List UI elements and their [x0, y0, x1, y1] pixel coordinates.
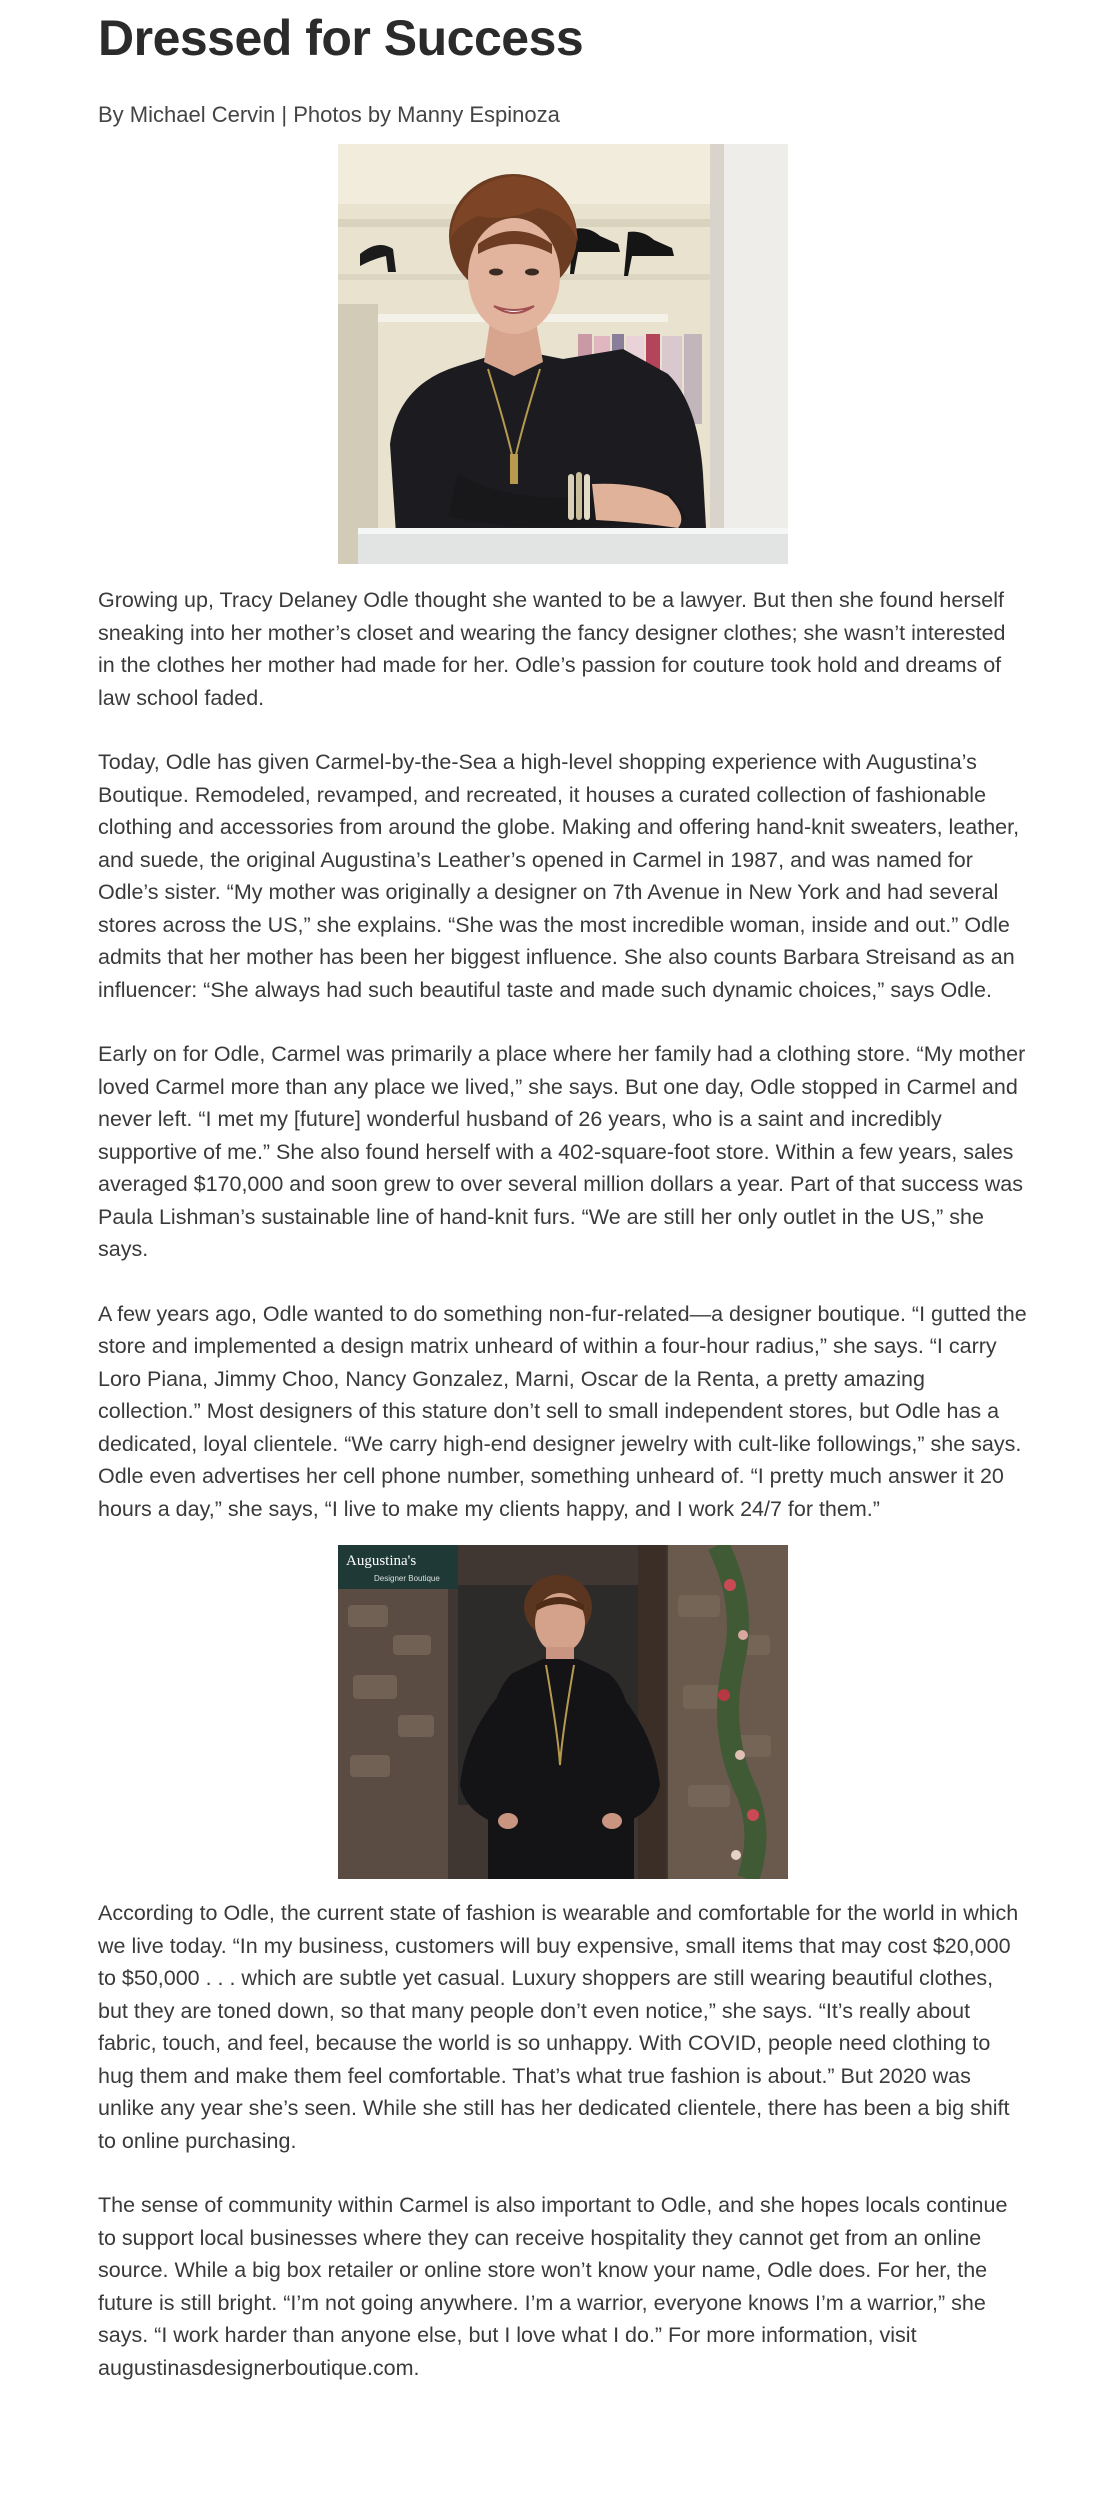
storefront-sign-text: Augustina's	[346, 1553, 417, 1569]
portrait-photo-counter	[338, 144, 788, 564]
paragraph-5: According to Odle, the current state of fashion is wearable and comfortable for the world in which we live today. “In my business, customers will buy expensive, small items that may cost $20,000 to $50,000 . . . which are subtle yet casual. Luxury shoppers are still wearing beautiful clothes, but they are toned down, so that many people don’t even notice,” she says. “It’s really about fabric, touch, and feel, because the world is so unhappy. With COVID, people need clothing to hug them and make them feel comfortable. That’s what true fashion is about.” But 2020 was unlike any year she’s seen. While she still has her dedicated clientele, there has been a big shift to online purchasing.	[98, 1901, 1019, 2153]
paragraph-2: Today, Odle has given Carmel-by-the-Sea a high-level shopping experience with Augustina’s Boutique. Remodeled, revamped, and recreated, it houses a curated collection of fashionable clothing and accessories from around the globe. Making and offering hand-knit sweaters, leather, and suede, the original Augustina’s Leather’s opened in Carmel in 1987, and was named for Odle’s sister. “My mother was originally a designer on 7th Avenue in New York and had several stores across the US,” she explains. “She was the most incredible woman, inside and out.” Odle admits that her mother has been her biggest influence. She also counts Barbara Streisand as an influencer: “She always had such beautiful taste and made such dynamic choices,” says Odle.	[98, 750, 1020, 1002]
paragraph-4: A few years ago, Odle wanted to do something non-fur-related—a designer boutique. “I gutted the store and implemented a design matrix unheard of within a four-hour radius,” she says. “I carry Loro Piana, Jimmy Choo, Nancy Gonzalez, Marni, Oscar de la Renta, a pretty amazing collection.” Most designers of this stature don’t sell to small independent stores, but Odle has a dedicated, loyal clientele. “We carry high-end designer jewelry with cult-like followings,” she says. Odle even advertises her cell phone number, something unheard of. “I pretty much answer it 20 hours a day,” she says, “I live to make my clients happy, and I work 24/7 for them.”	[98, 1301, 1027, 1521]
portrait-photo-storefront	[338, 1545, 788, 1879]
byline: By Michael Cervin | Photos by Manny Espinoza	[98, 102, 560, 127]
paragraph-1: Growing up, Tracy Delaney Odle thought she wanted to be a lawyer. But then she found herself sneaking into her mother’s closet and wearing the fancy designer clothes; she wasn’t interested in the clothes her mother had made for her. Odle’s passion for couture took hold and dreams of law school faded.	[98, 588, 1006, 710]
paragraph-6: The sense of community within Carmel is also important to Odle, and she hopes locals continue to support local businesses where they can receive hospitality they cannot get from an online source. While a big box retailer or online store won’t know your name, Odle does. For her, the future is still bright. “I’m not going anywhere. I’m a warrior, everyone knows I’m a warrior,” she says. “I work harder than anyone else, but I love what I do.” For more information, visit augustinasdesignerboutique.com.	[98, 2193, 1008, 2380]
paragraph-3: Early on for Odle, Carmel was primarily a place where her family had a clothing store. “My mother loved Carmel more than any place we lived,” she says. But one day, Odle stopped in Carmel and never left. “I met my [future] wonderful husband of 26 years, who is a saint and incredibly supportive of me.” She also found herself with a 402-square-foot store. Within a few years, sales averaged $170,000 and soon grew to over several million dollars a year. Part of that success was Paula Lishman’s sustainable line of hand-knit furs. “We are still her only outlet in the US,” she says.	[98, 1042, 1026, 1261]
article-title: Dressed for Success	[98, 10, 584, 66]
article	[98, 0, 1028, 2384]
portrait-photo-art	[338, 144, 788, 564]
storefront-photo-art	[338, 1545, 788, 1879]
storefront-sign-subtext: Designer Boutique	[374, 1574, 440, 1583]
